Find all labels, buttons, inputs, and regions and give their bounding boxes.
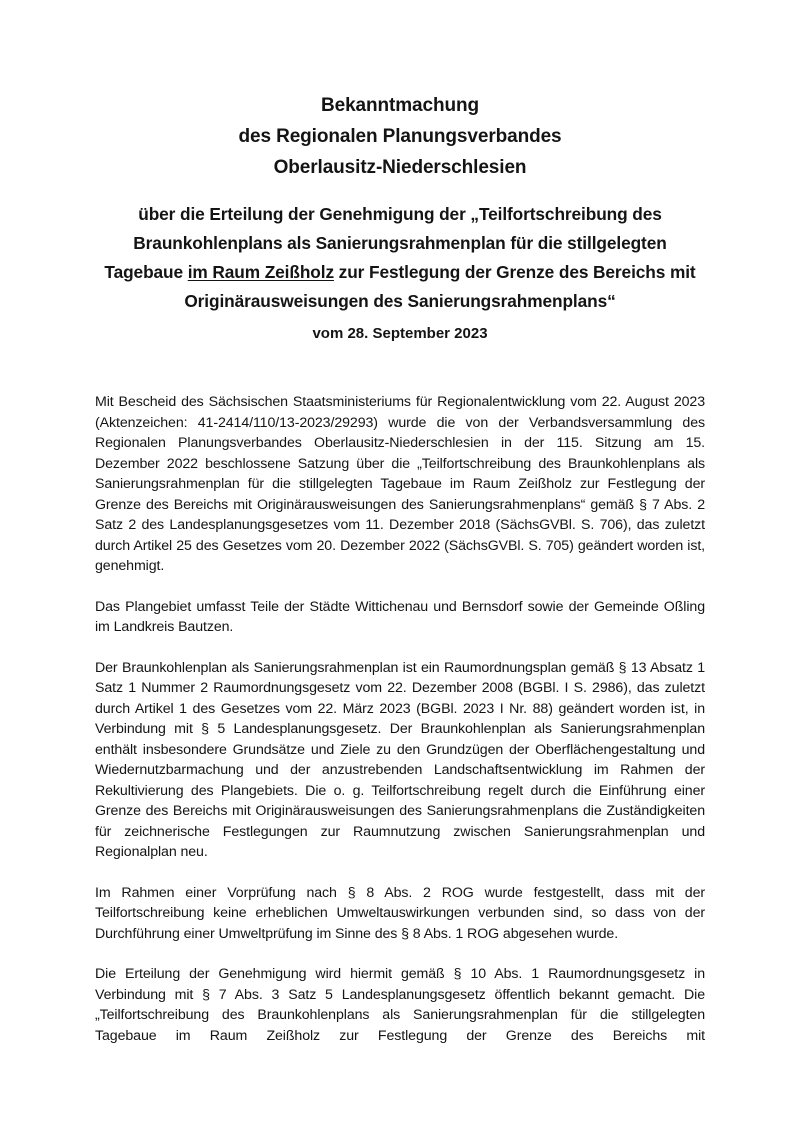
document-title (95, 90, 705, 183)
paragraph-planning-area: Das Plangebiet umfasst Teile der Städte Wittichenau und Bernsdorf sowie der Gemeinde Oßling im Landkreis Bautzen. (95, 598, 705, 635)
paragraph-public-notice-cutoff: Die Erteilung der Genehmigung wird hiermit gemäß § 10 Abs. 1 Raumordnungsgesetz in Verbindung mit § 7 Abs. 3 Satz 5 Landesplanungsgesetz öffentlich bekannt gemacht. Die „Teilfortschreibung des Braunkohlenplans als Sanierungsrahmenplan für die stillgelegten Tagebaue im Raum Zeißholz zur Festlegung der Grenze des Bereichs mit (95, 966, 705, 1044)
subtitle-text-pre: über die Erteilung der Genehmigung der „Teilfortschreibung des Braunkohlenplans als Sanierungsrahmenplan für die stillgelegten Tagebaue (104, 204, 667, 282)
title-line-1: Bekanntmachung (320, 95, 479, 116)
title-line-3: Oberlausitz-Niederschlesien (273, 157, 527, 178)
paragraph-environmental-check: Im Rahmen einer Vorprüfung nach § 8 Abs. 2 ROG wurde festgestellt, dass mit der Teilfortschreibung keine erheblichen Umweltauswirkungen verbunden sind, so dass von der Durchführung einer Umweltprüfung im Sinne des § 8 Abs. 1 ROG abgesehen wurde. (95, 884, 705, 942)
document-subtitle (95, 200, 705, 316)
document-body (95, 392, 705, 1046)
subtitle-text-post: zur Festlegung der Grenze des Bereichs mit Originärausweisungen des Sanierungsrahmenplans“ (184, 262, 696, 311)
document-date-line: vom 28. September 2023 (312, 325, 488, 342)
title-line-2: des Regionalen Planungsverbandes (238, 126, 562, 147)
paragraph-plan-description: Der Braunkohlenplan als Sanierungsrahmenplan ist ein Raumordnungsplan gemäß § 13 Absatz 1 Satz 1 Nummer 2 Raumordnungsgesetz vom 22. Dezember 2008 (BGBl. I S. 2986), das zuletzt durch Artikel 1 des Gesetzes vom 22. März 2023 (BGBl. 2023 I Nr. 88) geändert worden ist, in Verbindung mit § 5 Landesplanungsgesetz. Der Braunkohlenplan als Sanierungsrahmenplan enthält insbesondere Grundsätze und Ziele zu den Grundzügen der Oberflächengestaltung und Wiedernutzbarmachung und der anzustrebenden Landschaftsentwicklung im Rahmen der Rekultivierung des Plangebiets. Die o. g. Teilfortschreibung regelt durch die Einführung einer Grenze des Bereichs mit Originärausweisungen des Sanierungsrahmenplans die Zuständigkeiten für zeichnerische Festlegungen zur Raumnutzung zwischen Sanierungsrahmenplan und Regionalplan neu. (95, 659, 705, 860)
paragraph-approval-decision: Mit Bescheid des Sächsischen Staatsministeriums für Regionalentwicklung vom 22. August 2023 (Aktenzeichen: 41-2414/110/13-2023/29293) wurde die von der Verbandsversammlung des Regionalen Planungsverbandes Oberlausitz-Niederschlesien in der 115. Sitzung am 15. Dezember 2022 beschlossene Satzung über die „Teilfortschreibung des Braunkohlenplans als Sanierungsrahmenplan für die stillgelegten Tagebaue im Raum Zeißholz zur Festlegung der Grenze des Bereichs mit Originärausweisungen des Sanierungsrahmenplans“ gemäß § 7 Abs. 2 Satz 2 des Landesplanungsgesetzes vom 11. Dezember 2018 (SächsGVBl. S. 706), das zuletzt durch Artikel 25 des Gesetzes vom 20. Dezember 2022 (SächsGVBl. S. 705) geändert worden ist, genehmigt. (95, 394, 705, 574)
subtitle-text-underlined: im Raum Zeißholz (187, 262, 334, 282)
